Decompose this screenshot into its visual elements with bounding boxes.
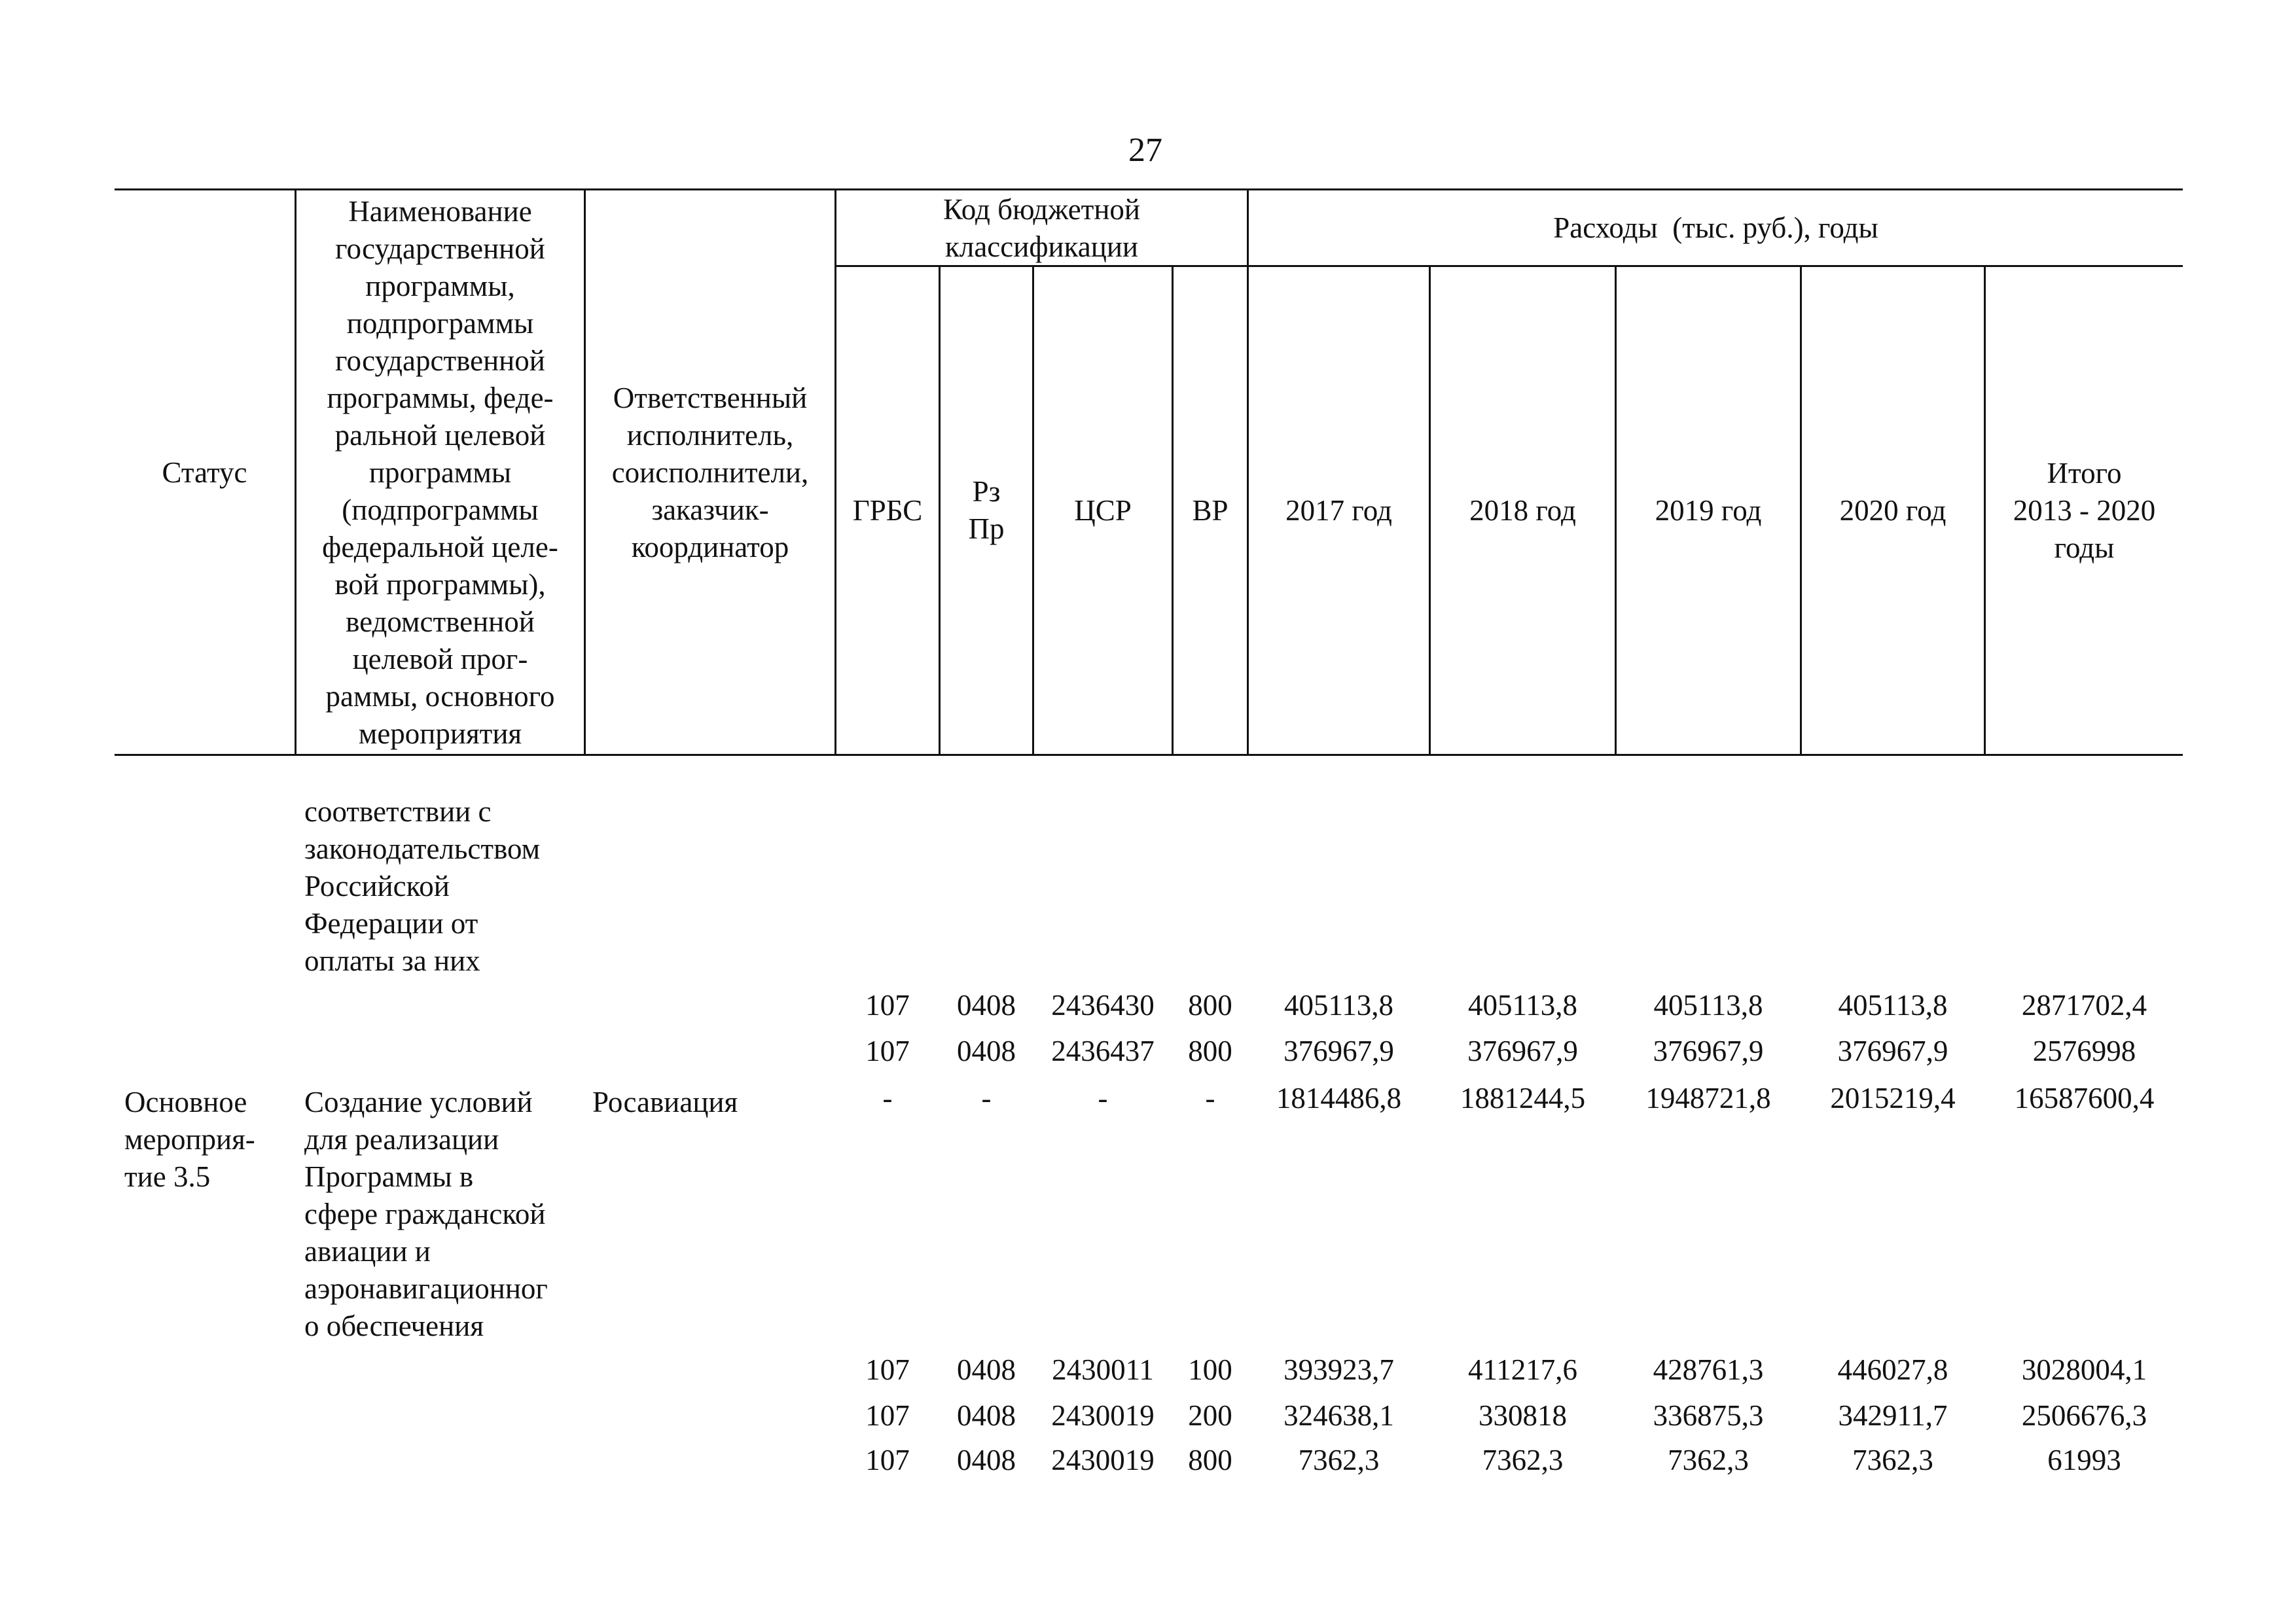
measure-row-rzpr: - [981,1082,992,1115]
measure-status: Основное мероприя- тие 3.5 [124,1086,255,1193]
header-expenses: Расходы (тыс. руб.), годы [1553,211,1878,244]
header-responsible: Ответственный исполнитель, соисполнители, заказчик- координатор [611,381,809,563]
table-row-total: 2576998 [2032,1035,2136,1067]
page-number: 27 [1128,132,1162,169]
table-row-grbs: 107 [865,1353,910,1386]
header-bottom-border [115,754,2183,756]
measure-row-y2018: 1881244,5 [1460,1082,1586,1115]
table-row-y2018: 330818 [1479,1399,1567,1432]
table-row-y2017: 393923,7 [1283,1353,1394,1386]
table-row-grbs: 107 [865,989,910,1022]
table-row-y2017: 376967,9 [1283,1035,1394,1067]
table-row-y2020: 7362,3 [1852,1444,1933,1476]
header-2018: 2018 год [1469,493,1576,527]
table-row-grbs: 107 [865,1399,910,1432]
table-row-vr: 800 [1188,1035,1232,1067]
header-2019: 2019 год [1655,493,1762,527]
table-row-rzpr: 0408 [957,1035,1016,1067]
measure-responsible: Росавиация [592,1086,738,1118]
header-csr: ЦСР [1074,493,1132,527]
table-row-csr: 2436437 [1051,1035,1155,1067]
table-row-y2019: 336875,3 [1653,1399,1764,1432]
measure-row-y2020: 2015219,4 [1830,1082,1956,1115]
header-2017: 2017 год [1285,493,1392,527]
table-row-total: 2871702,4 [2021,989,2147,1022]
table-row-vr: 100 [1188,1353,1232,1386]
header-total: Итого 2013 - 2020 годы [2013,456,2156,564]
measure-row-vr: - [1205,1082,1215,1115]
header-budget-code: Код бюджетной классификации [942,192,1141,263]
table-row-csr: 2430019 [1051,1444,1155,1476]
table-row-y2017: 324638,1 [1283,1399,1394,1432]
table-row-y2020: 342911,7 [1838,1399,1948,1432]
table-row-y2019: 7362,3 [1668,1444,1749,1476]
header-program-name: Наименование государственной программы, подпрограммы государственной программы, феде- ральной целевой программы (подпрограммы федеральной целе- вой программы), ведомственной целевой прог- раммы, основного мероприятия [322,194,558,750]
table-row-y2020: 446027,8 [1837,1353,1948,1386]
continuation-text: соответствии с законодательством Российской Федерации от оплаты за них [304,795,541,977]
table-row-y2018: 376967,9 [1467,1035,1578,1067]
table-row-rzpr: 0408 [957,1399,1016,1432]
measure-row-total: 16587600,4 [2014,1082,2155,1115]
table-row-grbs: 107 [865,1035,910,1067]
table-row-y2020: 376967,9 [1837,1035,1948,1067]
table-row-rzpr: 0408 [957,989,1016,1022]
table-row-y2018: 411217,6 [1467,1353,1578,1386]
table-row-total: 2506676,3 [2021,1399,2147,1432]
table-row-vr: 800 [1188,1444,1232,1476]
table-row-y2017: 7362,3 [1298,1444,1380,1476]
table-row-y2019: 376967,9 [1653,1035,1764,1067]
table-top-border [115,188,2183,190]
table-row-total: 3028004,1 [2021,1353,2147,1386]
header-rzpr: Рз Пр [968,475,1005,545]
header-2020: 2020 год [1839,493,1946,527]
table-row-vr: 800 [1188,989,1232,1022]
table-row-y2018: 405113,8 [1467,989,1578,1022]
table-row-grbs: 107 [865,1444,910,1476]
table-row-csr: 2430011 [1052,1353,1154,1386]
measure-row-y2019: 1948721,8 [1645,1082,1771,1115]
table-row-rzpr: 0408 [957,1444,1016,1476]
table-row-total: 61993 [2047,1444,2121,1476]
table-row-y2018: 7362,3 [1482,1444,1564,1476]
table-row-csr: 2430019 [1051,1399,1155,1432]
table-row-y2020: 405113,8 [1838,989,1948,1022]
table-row-y2019: 428761,3 [1653,1353,1764,1386]
header-vr: ВР [1192,493,1229,527]
table-row-y2017: 405113,8 [1283,989,1394,1022]
measure-name: Создание условий для реализации Программы в сфере гражданской авиации и аэронавигационног о обеспечения [304,1086,548,1342]
header-grbs: ГРБС [852,493,923,527]
header-status: Статус [162,455,247,489]
measure-row-grbs: - [882,1082,893,1115]
table-row-vr: 200 [1188,1399,1232,1432]
measure-row-y2017: 1814486,8 [1276,1082,1402,1115]
table-row-csr: 2436430 [1051,989,1155,1022]
measure-row-csr: - [1098,1082,1108,1115]
table-row-y2019: 405113,8 [1653,989,1763,1022]
table-row-rzpr: 0408 [957,1353,1016,1386]
